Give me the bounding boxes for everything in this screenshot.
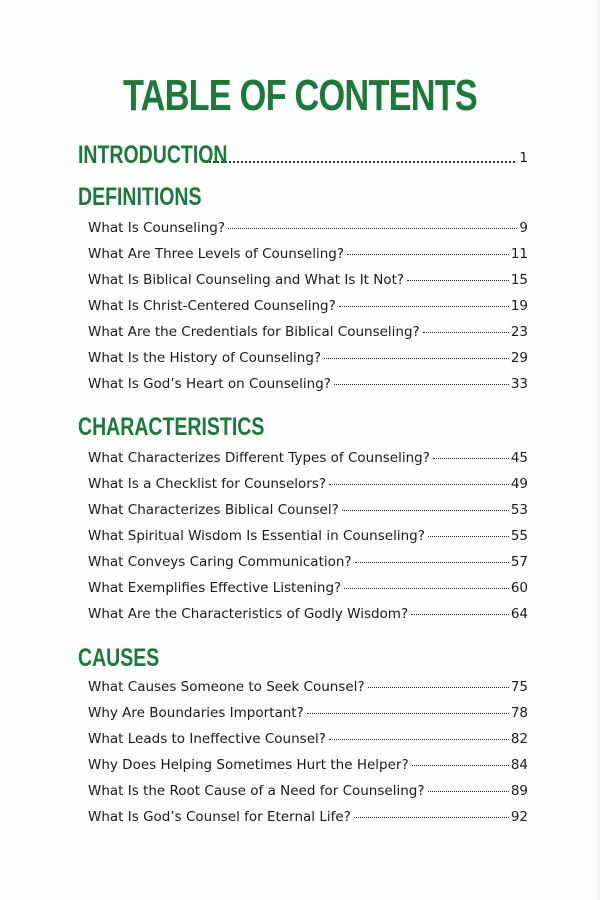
- dot-leader: [344, 588, 509, 589]
- entry-title: What Spiritual Wisdom Is Essential in Counseling?: [88, 528, 425, 544]
- entry-page-number: 55: [510, 528, 528, 544]
- entry-title: What Is a Checklist for Counselors?: [88, 476, 327, 492]
- entry-title: What Are the Characteristics of Godly Wisdom?: [88, 606, 409, 622]
- entry-title: Why Are Boundaries Important?: [88, 705, 304, 721]
- entry-title: What Is Counseling?: [88, 220, 225, 236]
- entry-page-number: 23: [510, 324, 528, 340]
- dot-leader: [329, 484, 509, 485]
- dot-leader: [307, 713, 509, 714]
- causes-entry-list: [88, 677, 528, 833]
- toc-entry[interactable]: [88, 755, 528, 781]
- entry-page-number: 15: [510, 272, 528, 288]
- entry-title: What Are the Credentials for Biblical Counseling?: [88, 324, 420, 340]
- entry-title: What Characterizes Biblical Counsel?: [88, 502, 339, 518]
- page-title: TABLE OF CONTENTS: [122, 71, 478, 120]
- entry-title: What Is the Root Cause of a Need for Counseling?: [88, 783, 425, 799]
- characteristics-entry-list: [88, 448, 528, 630]
- entry-page-number: 75: [510, 679, 528, 695]
- toc-entry[interactable]: [88, 729, 528, 755]
- page-edge-shadow: [594, 0, 600, 900]
- dot-leader: [428, 791, 509, 792]
- dot-leader: [354, 817, 509, 818]
- toc-row-introduction[interactable]: [78, 141, 528, 169]
- toc-entry[interactable]: [88, 218, 528, 244]
- entry-title: What Is God’s Counsel for Eternal Life?: [88, 809, 351, 825]
- toc-entry[interactable]: [88, 322, 528, 348]
- toc-entry[interactable]: [88, 474, 528, 500]
- entry-title: What Is the History of Counseling?: [88, 350, 322, 366]
- toc-entry[interactable]: [88, 348, 528, 374]
- section-heading-definitions: DEFINITIONS: [78, 183, 202, 211]
- entry-page-number: 53: [510, 502, 528, 518]
- entry-page-number: 19: [510, 298, 528, 314]
- entry-page-number: 82: [510, 731, 528, 747]
- toc-entry[interactable]: [88, 552, 528, 578]
- toc-entry[interactable]: [88, 781, 528, 807]
- dot-leader: [407, 280, 509, 281]
- toc-entry[interactable]: [88, 526, 528, 552]
- toc-entry[interactable]: [88, 677, 528, 703]
- toc-entry[interactable]: [88, 296, 528, 322]
- entry-page-number: 57: [510, 554, 528, 570]
- entry-title: What Leads to Ineffective Counsel?: [88, 731, 326, 747]
- entry-page-number: 84: [510, 757, 528, 773]
- dot-leader: [329, 739, 509, 740]
- entry-title: Why Does Helping Sometimes Hurt the Helper?: [88, 757, 409, 773]
- dot-leader: [355, 562, 509, 563]
- entry-title: What Exemplifies Effective Listening?: [88, 580, 342, 596]
- toc-entry[interactable]: [88, 703, 528, 729]
- introduction-page-number: 1: [519, 150, 528, 166]
- entry-title: What Are Three Levels of Counseling?: [88, 246, 344, 262]
- toc-entry[interactable]: [88, 500, 528, 526]
- entry-page-number: 64: [510, 606, 528, 622]
- dot-leader: [368, 687, 509, 688]
- entry-page-number: 60: [510, 580, 528, 596]
- dot-leader: [228, 228, 517, 229]
- dot-leader: [324, 358, 509, 359]
- entry-page-number: 49: [510, 476, 528, 492]
- dot-leader: [342, 510, 509, 511]
- toc-entry[interactable]: [88, 604, 528, 630]
- dot-leader: [412, 765, 509, 766]
- introduction-label: INTRODUCTION: [78, 141, 228, 169]
- dot-leader: [411, 614, 509, 615]
- entry-title: What Is Biblical Counseling and What Is It Not?: [88, 272, 405, 288]
- entry-page-number: 89: [510, 783, 528, 799]
- dot-leader: [423, 332, 509, 333]
- toc-entry[interactable]: [88, 270, 528, 296]
- entry-page-number: 92: [510, 809, 528, 825]
- definitions-entry-list: [88, 218, 528, 400]
- entry-page-number: 11: [510, 246, 528, 262]
- entry-page-number: 45: [510, 450, 528, 466]
- entry-title: What Is Christ-Centered Counseling?: [88, 298, 336, 314]
- dot-leader: [433, 458, 509, 459]
- entry-page-number: 78: [510, 705, 528, 721]
- entry-title: What Conveys Caring Communication?: [88, 554, 352, 570]
- dot-leader: [428, 536, 509, 537]
- dot-leader: [347, 254, 509, 255]
- toc-entry[interactable]: [88, 448, 528, 474]
- dot-leader: [206, 161, 515, 163]
- entry-page-number: 33: [510, 376, 528, 392]
- toc-entry[interactable]: [88, 578, 528, 604]
- toc-entry[interactable]: [88, 807, 528, 833]
- dot-leader: [339, 306, 509, 307]
- section-heading-causes: CAUSES: [78, 644, 160, 672]
- entry-title: What Causes Someone to Seek Counsel?: [88, 679, 365, 695]
- entry-title: What Is God’s Heart on Counseling?: [88, 376, 331, 392]
- entry-page-number: 9: [519, 220, 528, 236]
- entry-title: What Characterizes Different Types of Counseling?: [88, 450, 430, 466]
- section-heading-characteristics: CHARACTERISTICS: [78, 413, 265, 441]
- dot-leader: [334, 384, 509, 385]
- toc-entry[interactable]: [88, 244, 528, 270]
- toc-entry[interactable]: [88, 374, 528, 400]
- entry-page-number: 29: [510, 350, 528, 366]
